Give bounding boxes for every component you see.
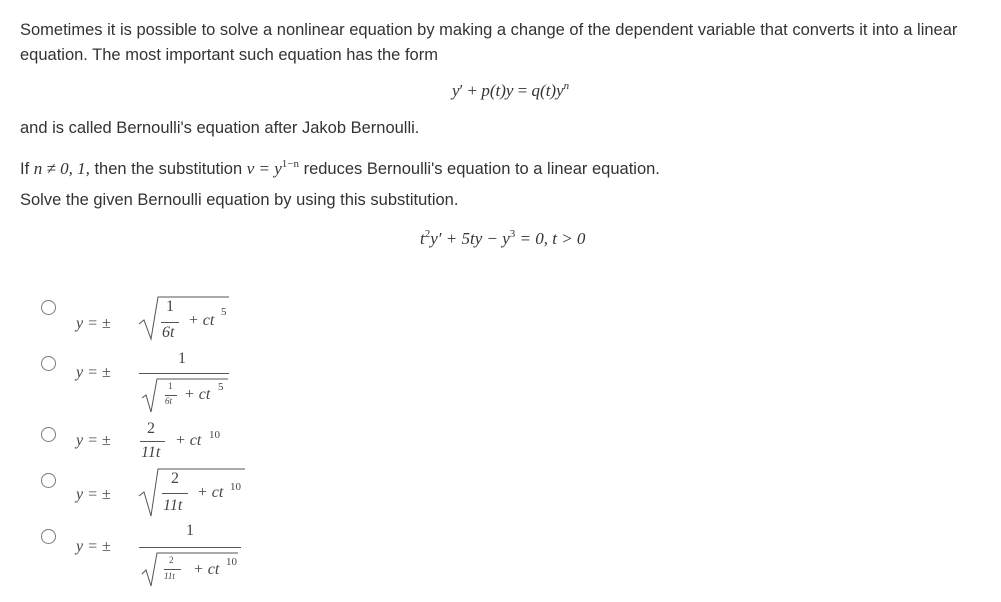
option-5-inner-denominator: 11t <box>164 571 175 581</box>
option-5-plus-term: + ct <box>193 561 220 578</box>
instruction-text: Solve the given Bernoulli equation by using this substitution. <box>20 191 459 209</box>
option-3-exponent: 10 <box>209 429 220 441</box>
option-1-lhs: y = ± <box>76 315 111 332</box>
option-2-inner-denominator: 6t <box>165 396 173 406</box>
option-5-main-fraction-bar <box>139 547 241 548</box>
option-5-top-numerator: 1 <box>186 522 194 539</box>
option-3-radio[interactable] <box>41 427 56 442</box>
option-5-lhs: y = ± <box>76 538 111 555</box>
intro-line-1: Sometimes it is possible to solve a nonlinear equation by making a change of the dependent variable that converts it into a linear <box>20 21 958 39</box>
option-5-inner-fraction-bar <box>164 569 181 570</box>
option-1-radical-sign <box>137 296 237 341</box>
given-equation: $t^2y' + 5ty - y^3 = 0$, t > 0 <box>420 228 586 248</box>
option-5-exponent: 10 <box>226 556 237 568</box>
option-4-exponent: 10 <box>230 481 241 493</box>
option-5-inner-numerator: 2 <box>169 555 174 565</box>
option-1-fraction-bar <box>161 322 179 323</box>
option-4-radio[interactable] <box>41 473 56 488</box>
option-3-plus-term: + ct <box>175 432 202 449</box>
option-4-fraction-bar <box>162 493 188 494</box>
option-3-denominator: 11t <box>141 444 161 461</box>
option-4-lhs: y = ± <box>76 486 111 503</box>
option-3-lhs: y = ± <box>76 432 111 449</box>
option-2-plus-term: + ct <box>184 386 211 403</box>
substitution-text: If n ≠ 0, 1, then the substitution $v = y^{1-n}$ reduces Bernoulli's equation to a linear equation. <box>20 158 660 178</box>
option-2-exponent: 5 <box>218 381 224 393</box>
option-4-plus-term: + ct <box>197 484 224 501</box>
intro-line-2: equation. The most important such equation has the form <box>20 46 438 64</box>
option-1-numerator: 1 <box>166 298 174 315</box>
option-1-plus-term: + ct <box>188 312 215 329</box>
option-2-inner-numerator: 1 <box>168 381 173 391</box>
option-2-main-fraction-bar <box>139 373 229 374</box>
option-3-numerator: 2 <box>147 420 155 437</box>
option-2-top-numerator: 1 <box>178 350 186 367</box>
option-4-radical-sign <box>137 468 247 518</box>
option-5-radio[interactable] <box>41 529 56 544</box>
option-2-radio[interactable] <box>41 356 56 371</box>
option-1-denominator: 6t <box>162 324 175 341</box>
option-5-radical-sign <box>140 552 240 592</box>
named-after-text: and is called Bernoulli's equation after Jakob Bernoulli. <box>20 119 420 137</box>
option-2-lhs: y = ± <box>76 364 111 381</box>
option-3-fraction-bar <box>140 441 165 442</box>
intro-text <box>20 18 995 68</box>
option-4-numerator: 2 <box>171 470 179 487</box>
option-4-denominator: 11t <box>163 497 183 514</box>
option-1-exponent: 5 <box>221 306 227 318</box>
bernoulli-form-equation: $y' + p(t)y = q(t)y^n$ <box>452 80 570 100</box>
option-1-radio[interactable] <box>41 300 56 315</box>
